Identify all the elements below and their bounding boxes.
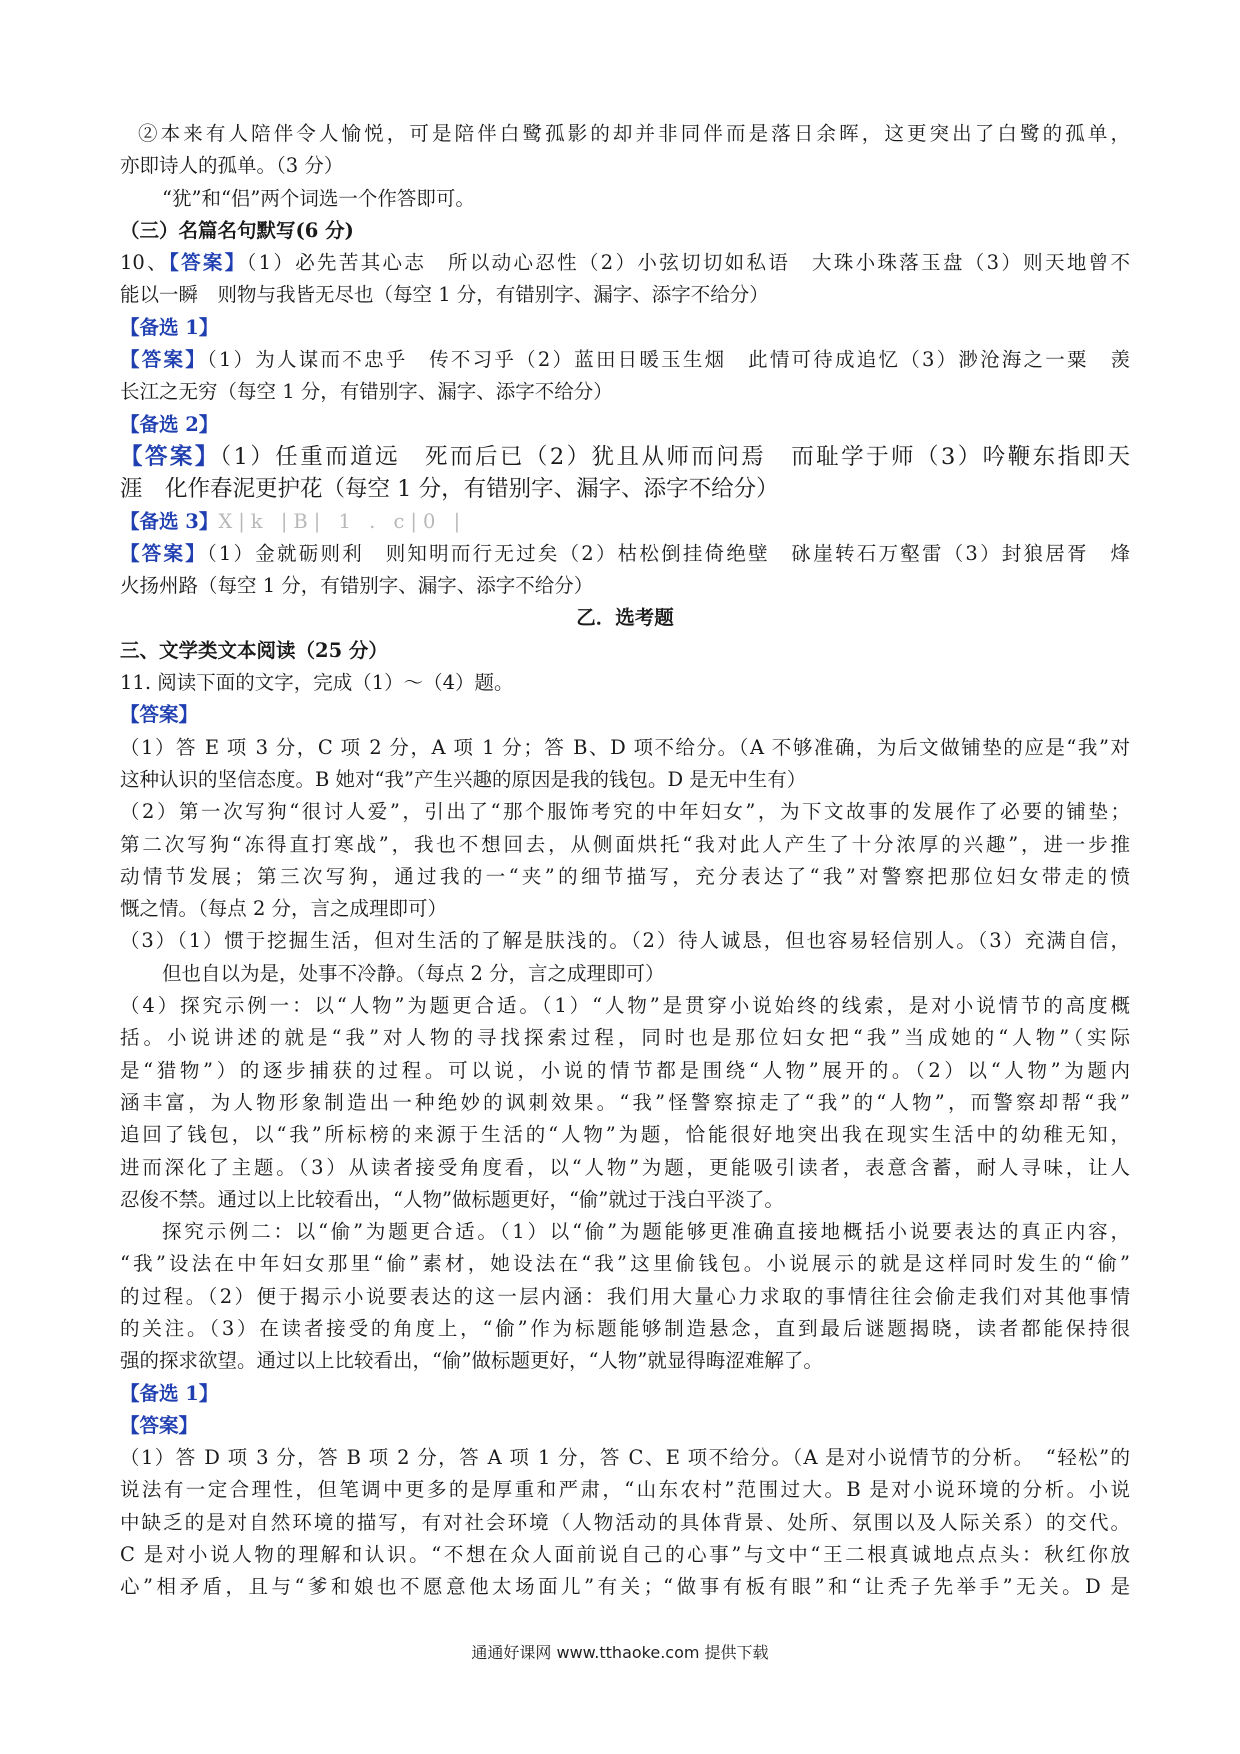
text-line: 心”相矛盾，且与“爹和娘也不愿意他太场面儿”有关；“做事有板有眼”和“让秃子先举手”无关。D 是 (120, 1575, 1130, 1599)
section-heading: 三、文学类文本阅读（25 分） (120, 638, 388, 662)
text-line: 动情节发展；第三次写狗，通过我的一“夹”的细节描写，充分表达了“我”对警察把那位妇女带走的愤 (120, 864, 1130, 888)
text-line: C 是对小说人物的理解和认识。“不想在众人面前说自己的心事”与文中“王二根真诚地点点头：秋红你放 (120, 1543, 1130, 1567)
alt-heading-row (120, 506, 1130, 538)
text-line: 追回了钱包，以“我”所标榜的来源于生活的“人物”为题，恰能很好地突出我在现实生活中的幼稚无知， (120, 1123, 1130, 1147)
text-line: 强的探求欲望。通过以上比较看出，“偷”做标题更好，“人物”就显得晦涩难解了。 (120, 1349, 823, 1373)
text-line: 的关注。（3）在读者接受的角度上，“偷”作为标题能够制造悬念，直到最后谜题揭晓，读者都能保持很 (120, 1316, 1130, 1340)
answer-label: 【答案】 (120, 703, 199, 727)
text-line: 第二次写狗“冻得直打寒战”，我也不想回去，从侧面烘托“我对此人产生了十分浓厚的兴趣”，进一步推 (120, 832, 1130, 856)
answer-label: 【答案】 (168, 251, 247, 275)
text-line: 但也自以为是，处事不冷静。（每点 2 分，言之成理即可） (162, 961, 665, 985)
text-line: 涵丰富，为人物形象制造出一种绝妙的讽刺效果。“我”怪警察掠走了“我”的“人物”，而警察却帮“我” (120, 1090, 1130, 1114)
part-heading: 乙．选考题 (576, 606, 674, 630)
text-line: 括。小说讲述的就是“我”对人物的寻找探索过程，同时也是那位妇女把“我”当成她的“人物”（实际 (120, 1026, 1130, 1050)
answer-label: 【答案】 (120, 1413, 199, 1437)
text-line: 能以一瞬 则物与我皆无尽也（每空 1 分，有错别字、漏字、添字不给分） (120, 283, 769, 307)
text-line: （1）答 D 项 3 分，答 B 项 2 分，答 A 项 1 分，答 C、E 项不给分。（A 是对小说情节的分析。 “轻松”的 (120, 1446, 1130, 1470)
text-line: ②本来有人陪伴令人愉悦，可是陪伴白鹭孤影的却并非同伴而是落日余晖，这更突出了白鹭的孤单， (138, 122, 1130, 145)
text-line: 探究示例二：以“偷”为题更合适。（1）以“偷”为题能够更准确直接地概括小说要表达的真正内容， (162, 1220, 1130, 1244)
text-line: 【答案】（1）为人谋而不忠乎 传不习乎（2）蓝田日暖玉生烟 此情可待成追忆（3）渺沧海之一粟 羡 (120, 348, 1130, 372)
text-line: “犹”和“侣”两个词选一个作答即可。 (162, 186, 475, 210)
text-line: 10、【答案】（1）必先苦其心志 所以动心忍性（2）小弦切切如私语 大珠小珠落玉盘（3）则天地曾不 (120, 251, 1130, 275)
section-heading: （三）名篇名句默写(6 分) (120, 218, 354, 242)
text-line: 火扬州路（每空 1 分，有错别字、漏字、添字不给分） (120, 574, 594, 598)
text-line: 亦即诗人的孤单。（3 分） (120, 154, 344, 178)
text-line: 忍俊不禁。通过以上比较看出，“人物”做标题更好，“偷”就过于浅白平淡了。 (120, 1187, 784, 1211)
text-line: 长江之无穷（每空 1 分，有错别字、漏字、添字不给分） (120, 380, 613, 404)
text-line: 慨之情。（每点 2 分，言之成理即可） (120, 897, 448, 921)
document-body (120, 118, 1130, 1604)
text-line: 【答案】（1）金就砺则利 则知明而行无过矣（2）枯松倒挂倚绝壁 砯崖转石万壑雷（3）封狼居胥 烽 (120, 541, 1130, 565)
question-number: 10、 (120, 251, 169, 275)
text-line: （2）第一次写狗“很讨人爱”，引出了“那个服饰考究的中年妇女”，为下文故事的发展作了必要的铺垫； (120, 800, 1130, 824)
text-line: 进而深化了主题。（3）从读者接受角度看，以“人物”为题，更能吸引读者，表意含蓄，耐人寻味，让人 (120, 1155, 1130, 1179)
text-line: “我”设法在中年妇女那里“偷”素材，她设法在“我”这里偷钱包。小说展示的就是这样同时发生的“偷” (120, 1252, 1130, 1276)
answer-label: 【答案】 (120, 348, 207, 372)
text-line: （4）探究示例一：以“人物”为题更合适。（1）“人物”是贯穿小说始终的线索，是对小说情节的高度概 (120, 994, 1130, 1018)
answer-label: 【答案】 (120, 443, 220, 470)
text-line: （1）答 E 项 3 分，C 项 2 分，A 项 1 分；答 B、D 项不给分。（A 不够准确，为后文做铺垫的应是“我”对 (120, 735, 1130, 759)
answer-label: 【答案】 (120, 541, 207, 565)
text-line: 是“猎物”）的逐步捕获的过程。可以说，小说的情节都是围绕“人物”展开的。（2）以“人物”为题内 (120, 1058, 1130, 1082)
alt-heading: 【备选 2】 (120, 412, 219, 436)
text-line: （3）（1）惯于挖掘生活，但对生活的了解是肤浅的。（2）待人诚恳，但也容易轻信别人。（3）充满自信， (120, 929, 1130, 953)
text-line: 中缺乏的是对自然环境的描写，有对社会环境（人物活动的具体背景、处所、氛围以及人际关系）的交代。 (120, 1510, 1130, 1534)
page-footer: 通通好课网 www.tthaoke.com 提供下载 (471, 1643, 769, 1662)
alt-heading: 【备选 1】 (120, 315, 219, 339)
text-line: 说法有一定合理性，但笔调中更多的是厚重和严肃，“山东农村”范围过大。B 是对小说环境的分析。小说 (120, 1478, 1130, 1502)
alt-heading: 【备选 1】 (120, 1381, 219, 1405)
alt-heading: 【备选 3】 (120, 509, 219, 533)
watermark-text: X|k |B| 1 . c|0 | (218, 509, 467, 533)
text-line: 这种认识的坚信态度。B 她对“我”产生兴趣的原因是我的钱包。D 是无中生有） (120, 767, 807, 791)
text-line: 的过程。（2）便于揭示小说要表达的这一层内涵：我们用大量心力求取的事情往往会偷走我们对其他事情 (120, 1284, 1130, 1308)
text-line: 【答案】（1）任重而道远 死而后已（2）犹且从师而问焉 而耻学于师（3）吟鞭东指即天 (120, 443, 1130, 470)
text-line: 涯 化作春泥更护花（每空 1 分，有错别字、漏字、添字不给分） (120, 476, 779, 503)
question-prompt: 11. 阅读下面的文字，完成（1）～（4）题。 (120, 671, 514, 695)
